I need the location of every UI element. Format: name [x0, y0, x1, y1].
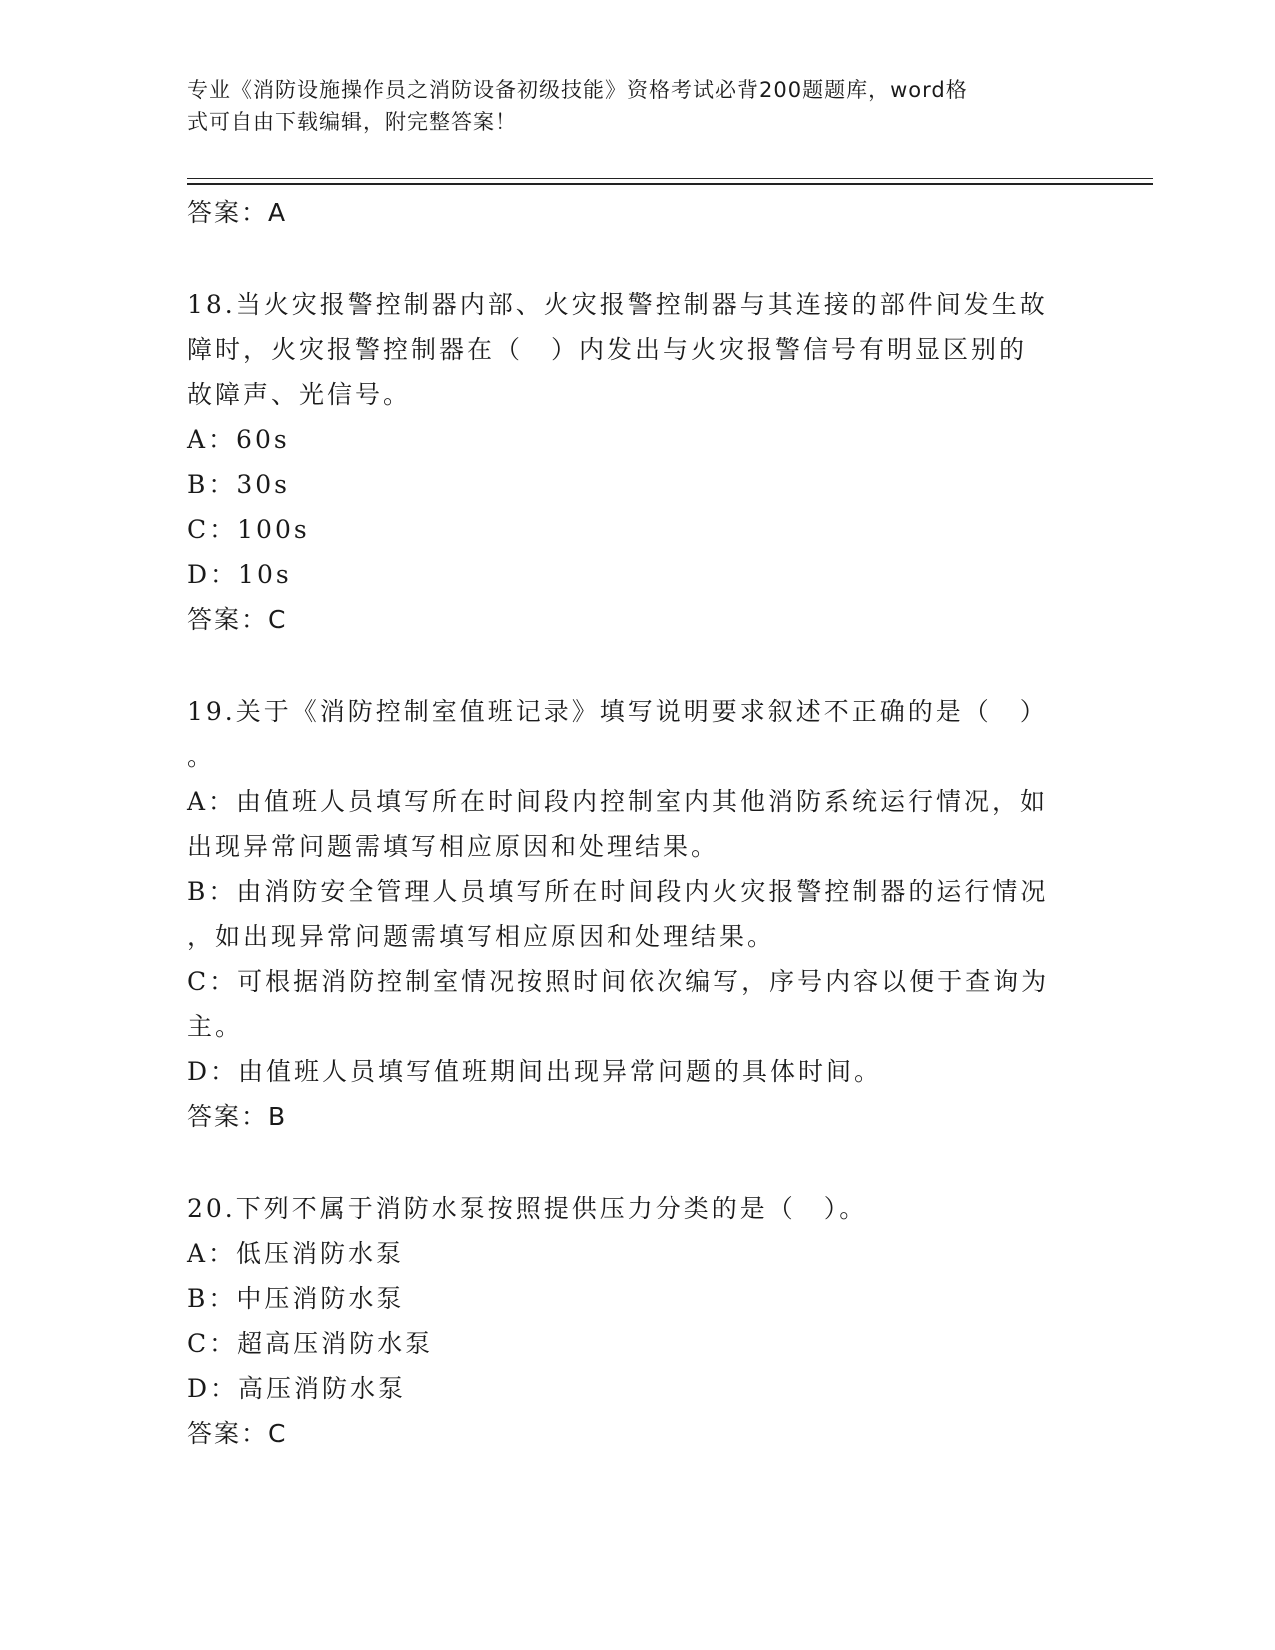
option-a: A：60s — [187, 425, 290, 454]
question-18 — [187, 282, 1087, 642]
header-rule-thick — [187, 183, 1153, 185]
document-body — [187, 190, 1087, 1456]
question-19 — [187, 689, 1087, 1139]
option-c: C：可根据消防控制室情况按照时间依次编写，序号内容以便于查询为 — [187, 967, 1050, 996]
previous-answer: 答案：A — [187, 198, 288, 227]
header-line-1: 专业《消防设施操作员之消防设备初级技能》资格考试必背200题题库，word格 — [187, 78, 968, 102]
option-d: D：高压消防水泵 — [187, 1374, 407, 1403]
header-rule-thin — [187, 178, 1153, 179]
answer: 答案：C — [187, 1419, 288, 1448]
option-c: C：超高压消防水泵 — [187, 1329, 434, 1358]
option-b-cont: ，如出现异常问题需填写相应原因和处理结果。 — [187, 922, 776, 951]
option-a-cont: 出现异常问题需填写相应原因和处理结果。 — [187, 832, 720, 861]
question-text-line: 18.当火灾报警控制器内部、火灾报警控制器与其连接的部件间发生故 — [187, 290, 1048, 319]
question-text-line: 。 — [187, 742, 216, 771]
option-b: B：30s — [187, 470, 291, 499]
answer: 答案：B — [187, 1102, 288, 1131]
spacer — [187, 1139, 1087, 1186]
question-text-line: 故障声、光信号。 — [187, 380, 412, 409]
option-c: C：100s — [187, 515, 310, 544]
option-a: A：低压消防水泵 — [187, 1239, 405, 1268]
question-text-line: 障时，火灾报警控制器在（ ）内发出与火灾报警信号有明显区别的 — [187, 335, 1028, 364]
option-b: B：由消防安全管理人员填写所在时间段内火灾报警控制器的运行情况 — [187, 877, 1049, 906]
question-20 — [187, 1186, 1087, 1456]
header-line-2: 式可自由下载编辑，附完整答案！ — [187, 110, 517, 134]
answer: 答案：C — [187, 605, 288, 634]
spacer — [187, 235, 1087, 282]
document-header — [187, 74, 1067, 138]
option-a: A：由值班人员填写所在时间段内控制室内其他消防系统运行情况，如 — [187, 787, 1049, 816]
question-text-line: 20.下列不属于消防水泵按照提供压力分类的是（ ）。 — [187, 1194, 868, 1223]
option-d: D：由值班人员填写值班期间出现异常问题的具体时间。 — [187, 1057, 883, 1086]
option-d: D：10s — [187, 560, 292, 589]
option-b: B：中压消防水泵 — [187, 1284, 405, 1313]
option-c-cont: 主。 — [187, 1012, 244, 1041]
spacer — [187, 642, 1087, 689]
question-text-line: 19.关于《消防控制室值班记录》填写说明要求叙述不正确的是（ ） — [187, 697, 1048, 726]
